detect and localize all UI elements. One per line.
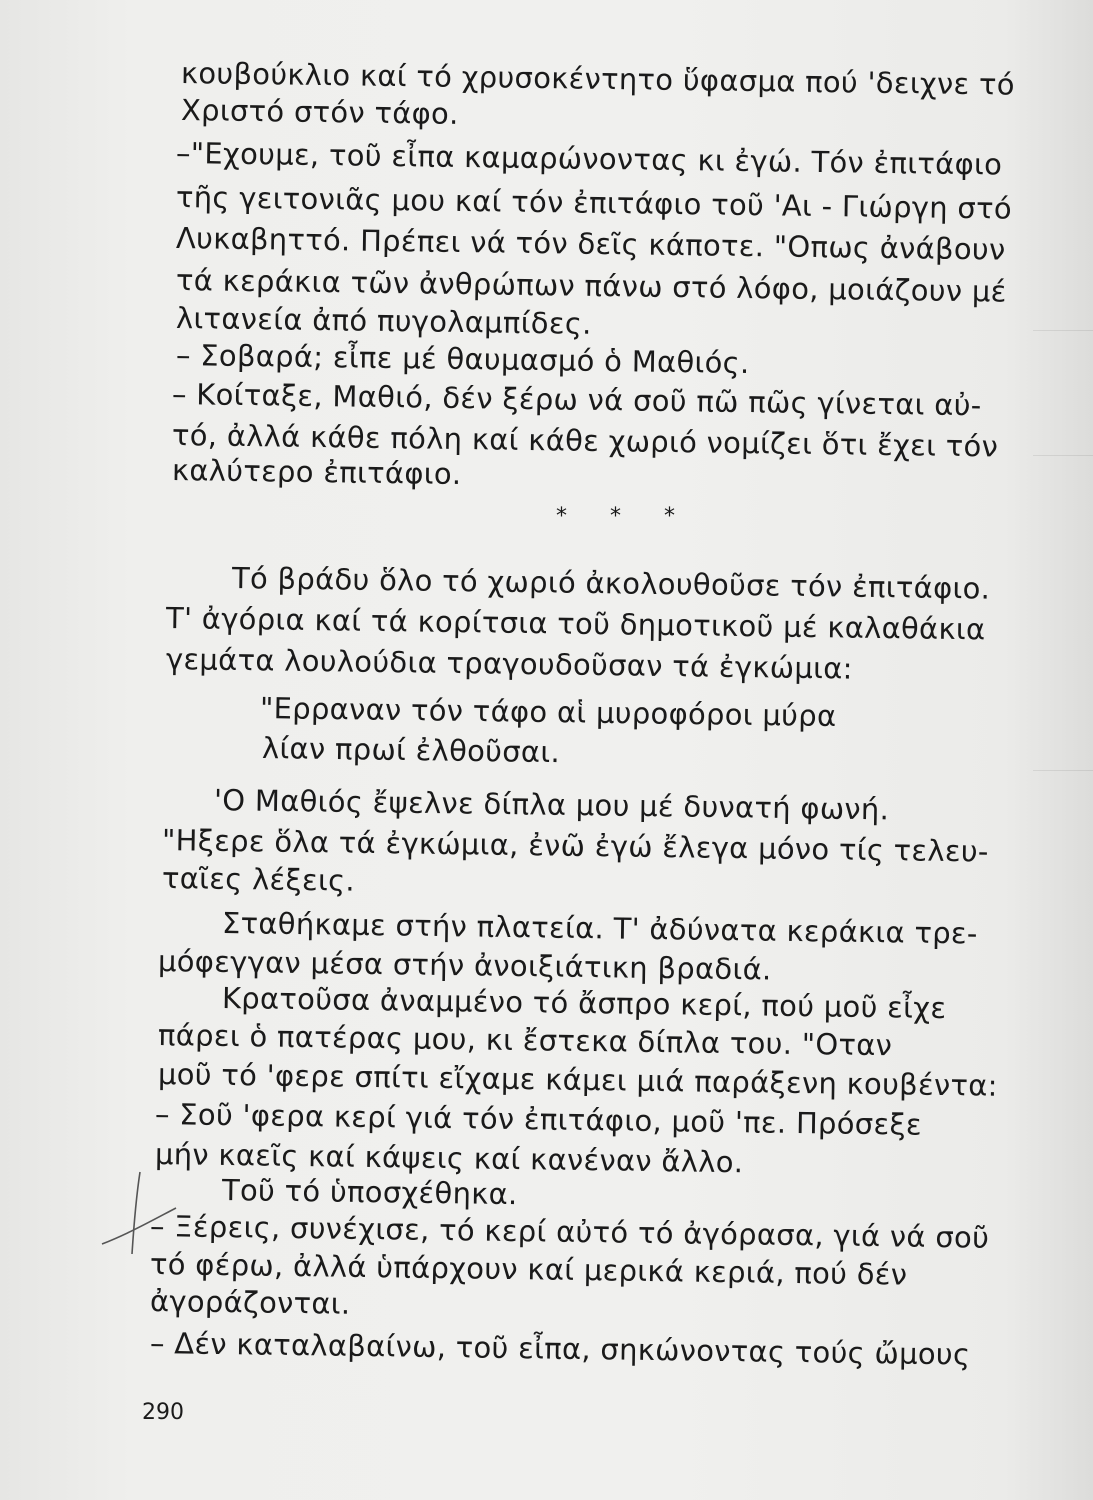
text-line: Τό βράδυ ὅλο τό χωριό ἀκολουθοῦσε τόν ἐπιτάφιο. bbox=[231, 561, 991, 606]
text-line: Χριστό στόν τάφο. bbox=[180, 93, 459, 131]
text-line: μοῦ τό 'φερε σπίτι εἴχαμε κάμει μιά παράξενη κουβέντα: bbox=[157, 1057, 998, 1103]
text-line: μόφεγγαν μέσα στήν ἀνοιξιάτικη βραδιά. bbox=[157, 944, 772, 987]
text-line: Σταθήκαμε στήν πλατεία. Τ' ἀδύνατα κεράκια τρε- bbox=[221, 906, 978, 951]
text-line: γεμάτα λουλούδια τραγουδοῦσαν τά ἐγκώμια: bbox=[165, 642, 853, 686]
text-line: Λυκαβηττό. Πρέπει νά τόν δεῖς κάποτε. "Οπως ἀνάβουν bbox=[175, 221, 1006, 267]
bleed-through-line bbox=[1033, 330, 1093, 331]
text-line: – Ξέρεις, συνέχισε, τό κερί αὐτό τό ἀγόρασα, γιά νά σοῦ bbox=[149, 1209, 990, 1255]
text-line: καλύτερο ἐπιτάφιο. bbox=[171, 453, 462, 492]
text-line: τά κεράκια τῶν ἀνθρώπων πάνω στό λόφο, μοιάζουν μέ bbox=[175, 263, 1007, 309]
text-line: τῆς γειτονιᾶς μου καί τόν ἐπιτάφιο τοῦ 'Αι - Γιώργη στό bbox=[175, 180, 1013, 226]
text-line: – Σοῦ 'φερα κερί γιά τόν ἐπιτάφιο, μοῦ 'πε. Πρόσεξε bbox=[154, 1097, 923, 1142]
bleed-through-line bbox=[1033, 770, 1093, 771]
text-line: λιτανεία ἀπό πυγολαμπίδες. bbox=[175, 301, 592, 341]
text-line: κουβούκλιο καί τό χρυσοκέντητο ὕφασμα πού 'δειχνε τό bbox=[180, 56, 1016, 102]
verse-line: "Ερραναν τόν τάφο αἱ μυροφόροι μύρα bbox=[259, 691, 837, 734]
text-line: Τ' ἀγόρια καί τά κορίτσια τοῦ δημοτικοῦ μέ καλαθάκια bbox=[165, 601, 986, 647]
text-line: – Σοβαρά; εἶπε μέ θαυμασμό ὁ Μαθιός. bbox=[175, 338, 750, 381]
text-line: πάρει ὁ πατέρας μου, κι ἔστεκα δίπλα του. "Οταν bbox=[157, 1018, 893, 1063]
text-line: τό, ἀλλά κάθε πόλη καί κάθε χωριό νομίζει ὅτι ἔχει τόν bbox=[171, 418, 999, 464]
text-line: ἀγοράζονται. bbox=[149, 1284, 351, 1321]
text-line: – Κοίταξε, Μαθιό, δέν ξέρω νά σοῦ πῶ πῶς γίνεται αὐ- bbox=[171, 377, 982, 423]
page-number: 290 bbox=[142, 1400, 184, 1425]
text-line: 'Ο Μαθιός ἔψελνε δίπλα μου μέ δυνατή φωνή. bbox=[213, 783, 890, 827]
text-line: ταῖες λέξεις. bbox=[161, 861, 356, 898]
text-line: τό φέρω, ἀλλά ὑπάρχουν καί μερικά κεριά, πού δέν bbox=[149, 1247, 908, 1292]
text-line: Τοῦ τό ὑποσχέθηκα. bbox=[221, 1173, 518, 1212]
verse-line: λίαν πρωί ἐλθοῦσαι. bbox=[261, 731, 561, 770]
text-line: –"Εχουμε, τοῦ εἶπα καμαρώνοντας κι ἐγώ. Τόν ἐπιτάφιο bbox=[175, 136, 1003, 182]
text-line: – Δέν καταλαβαίνω, τοῦ εἶπα, σηκώνοντας τούς ὤμους bbox=[149, 1326, 971, 1372]
text-line: μήν καεῖς καί κάψεις καί κανέναν ἄλλο. bbox=[154, 1137, 744, 1180]
text-line: Κρατοῦσα ἀναμμένο τό ἄσπρο κερί, πού μοῦ εἶχε bbox=[221, 981, 947, 1026]
pencil-cross-mark-icon bbox=[98, 1168, 188, 1258]
text-line: "Ηξερε ὅλα τά ἐγκώμια, ἐνῶ ἐγώ ἔλεγα μόνο τίς τελευ- bbox=[161, 823, 989, 869]
bleed-through-line bbox=[1033, 455, 1093, 456]
section-separator: * * * bbox=[556, 504, 693, 529]
